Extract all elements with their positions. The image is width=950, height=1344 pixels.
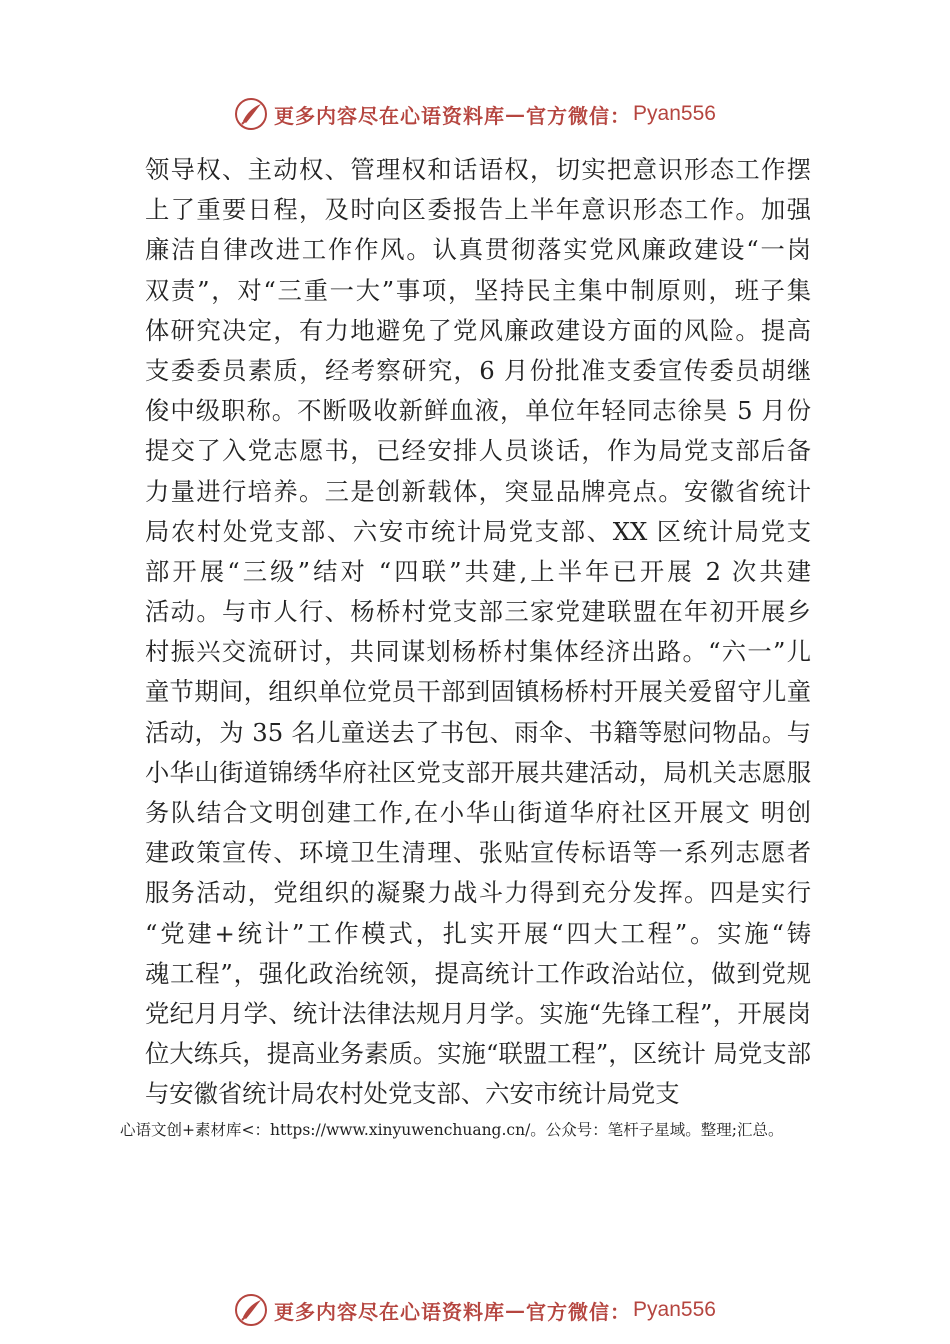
text-line: 服务活动，党组织的凝聚力战斗力得到充分发挥。四是实行 [145, 878, 811, 908]
text-line: 俊中级职称。不断吸收新鲜血液，单位年轻同志徐昊 5 月份 [145, 396, 811, 426]
text-line: 童节期间，组织单位党员干部到固镇杨桥村开展关爱留守儿童 [145, 677, 811, 707]
header-banner [0, 92, 950, 136]
text-line: 上了重要日程，及时向区委报告上半年意识形态工作。加强 [145, 195, 811, 225]
banner-wechat-label: 官方微信： [526, 103, 632, 128]
text-line: 体研究决定，有力地避免了党风廉政建设方面的风险。提高 [145, 315, 811, 345]
text-line: 建政策宣传、环境卫生清理、张贴宣传标语等一系列志愿者 [145, 838, 811, 868]
text-line: 支委委员素质，经考察研究，6 月份批准支委宣传委员胡继 [145, 355, 811, 385]
text-line: 魂工程”，强化政治统领，提高统计工作政治站位，做到党规 [145, 958, 811, 988]
text-line: 活动。与市人行、杨桥村党支部三家党建联盟在年初开展乡 [145, 597, 811, 627]
text-line: 力量进行培养。三是创新载体，突显品牌亮点。安徽省统计 [145, 476, 811, 506]
text-line: 务队结合文明创建工作,在小华山街道华府社区开展文 明创 [145, 798, 811, 827]
text-line: 部开展“三级”结对 “四联”共建,上半年已开展 2 次共建 [145, 556, 811, 586]
banner-title: 更多内容尽在心语资料库 [274, 103, 506, 128]
text-line: “党建+统计”工作模式，扎实开展“四大工程”。实施“铸 [145, 918, 811, 948]
text-line: 活动，为 35 名儿童送去了书包、雨伞、书籍等慰问物品。与 [145, 717, 811, 747]
banner-wechat-id: Pyan556 [633, 102, 716, 125]
brush-logo-icon [234, 97, 268, 131]
text-line: 小华山街道锦绣华府社区党支部开展共建活动，局机关志愿服 [145, 757, 811, 787]
banner-wechat-id: Pyan556 [633, 1298, 716, 1321]
footer-banner [0, 1288, 950, 1332]
text-line: 位大练兵，提高业务素质。实施“联盟工程”，区统计 局党支部 [145, 1039, 811, 1069]
text-line: 党纪月月学、统计法律法规月月学。实施“先锋工程”，开展岗 [145, 998, 811, 1028]
banner-wechat-label: 官方微信： [526, 1299, 632, 1324]
text-line: 村振兴交流研讨，共同谋划杨桥村集体经济出路。“六一”儿 [145, 637, 811, 667]
text-line: 局农村处党支部、六安市统计局党支部、XX 区统计局党支 [145, 516, 811, 546]
document-body [145, 150, 811, 1115]
banner-separator: — [505, 102, 527, 126]
text-line: 双责”，对“三重一大”事项，坚持民主集中制原则，班子集 [145, 275, 811, 305]
text-line: 领导权、主动权、管理权和话语权，切实把意识形态工作摆 [145, 155, 811, 184]
text-line: 与安徽省统计局农村处党支部、六安市统计局党支 [145, 1079, 680, 1109]
text-line: 提交了入党志愿书，已经安排人员谈话，作为局党支部后备 [145, 436, 811, 466]
source-footnote: 心语文创+素材库<：https://www.xinyuwenchuang.cn/。公众号：笔杆子星域。整理;汇总。 [120, 1121, 784, 1139]
brush-logo-icon [234, 1293, 268, 1327]
text-line: 廉洁自律改进工作作风。认真贯彻落实党风廉政建设“一岗 [145, 235, 811, 265]
banner-separator: — [505, 1298, 527, 1322]
banner-title: 更多内容尽在心语资料库 [274, 1299, 506, 1324]
